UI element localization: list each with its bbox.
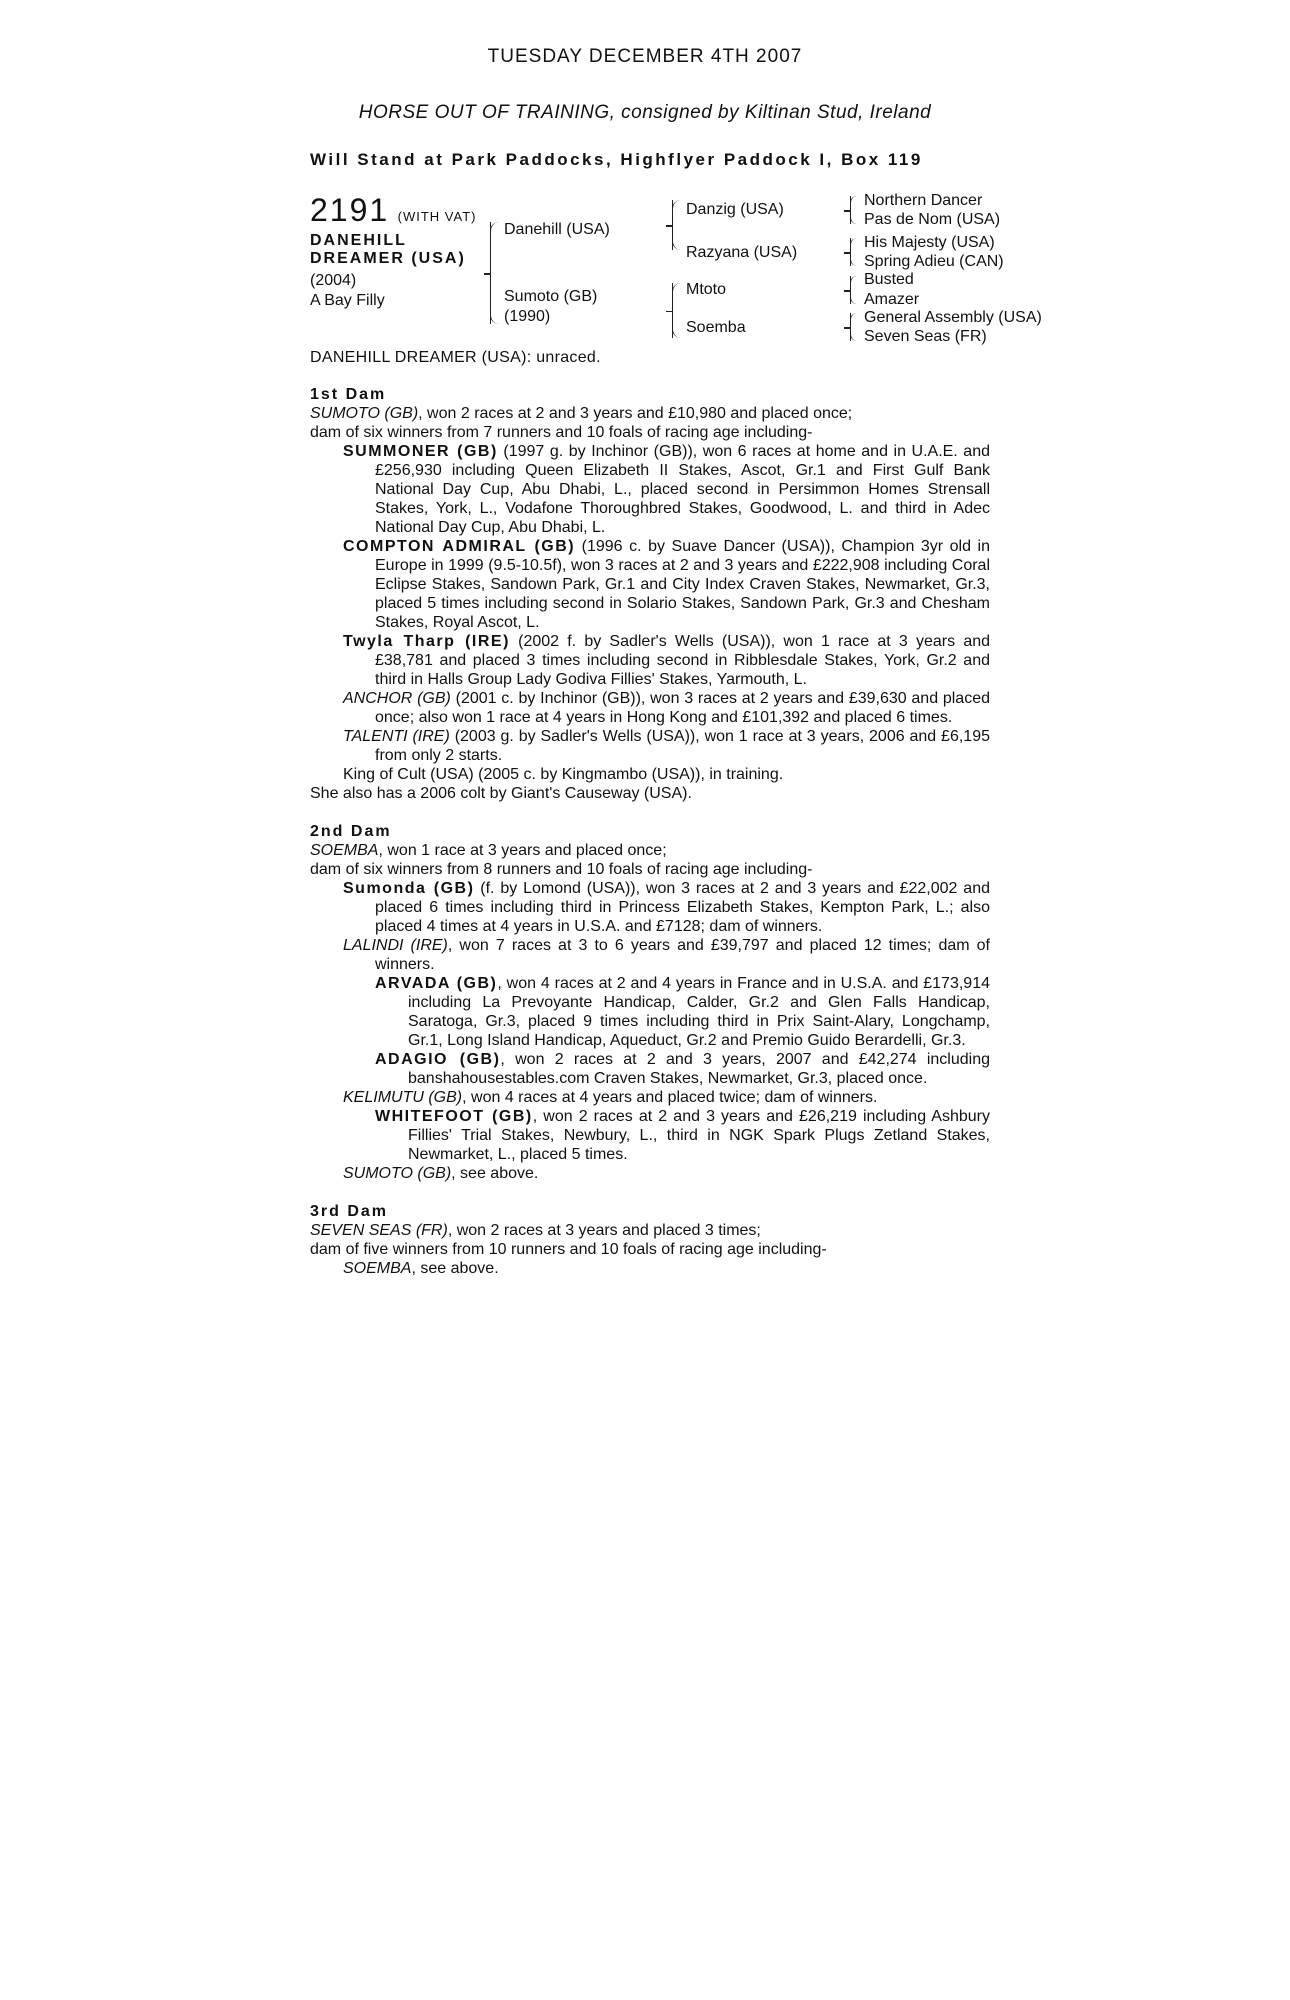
pedigree-sire-sire: Danzig (USA) [686,201,784,218]
pedigree-dam-year: (1990) [504,308,551,325]
produce-name: ANCHOR (GB) [343,690,451,707]
produce-entry-talenti [310,727,990,765]
produce-name: Sumonda (GB) [343,880,475,897]
produce-record [310,385,990,1278]
produce-text: (2003 g. by Sadler's Wells (USA)), won 1 race at 3 years, 2006 and £6,195 from only 2 starts. [375,728,990,764]
produce-name: ARVADA (GB) [375,975,498,992]
pedigree-dam-sire: Mtoto [686,281,727,298]
produce-entry-arvada [310,974,990,1050]
first-dam-heading: 1st Dam [310,386,387,403]
pedigree-brace-g1-mid [850,196,851,224]
produce-name: Twyla Tharp (IRE) [343,633,510,650]
produce-entry-summoner [310,442,990,537]
third-dam-record: , won 2 races at 3 years and placed 3 times; [447,1222,761,1239]
produce-text: , won 4 races at 2 and 4 years in France and in U.S.A. and £173,914 including La Prevoyante Handicap, Calder, Gr.2 and Glen Falls Handicap, Saratoga, Gr.3, placed 9 times including third in Prix Saint-Alary, Longchamp, Gr.1, Long Island Handicap, Aqueduct, Gr.2 and Premio Guido Berardelli, Gr.3. [408,975,990,1049]
produce-entry-whitefoot [310,1107,990,1164]
produce-text: , won 2 races at 2 and 3 years, 2007 and £42,274 including banshahousestables.com Craven Stakes, Newmarket, Gr.3, placed once. [408,1051,990,1087]
third-dam-heading: 3rd Dam [310,1203,389,1220]
pedigree-g1: Northern Dancer [864,192,983,209]
pedigree-brace-g4-mid [850,313,851,341]
consignment-line: HORSE OUT OF TRAINING, consigned by Kiltinan Stud, Ireland [358,102,932,123]
first-dam-name: SUMOTO (GB) [310,405,419,422]
second-dam-name: SOEMBA [310,842,379,859]
horse-name: DANEHILL DREAMER (USA) [310,232,466,267]
produce-entry-sumoto-ref [310,1164,990,1183]
pedigree-sire-dam: Razyana (USA) [686,244,798,261]
produce-name: ADAGIO (GB) [375,1051,501,1068]
lot-number: 2191 [310,192,390,228]
produce-entry-lalindi [310,936,990,974]
pedigree-brace-g3-mid [850,276,851,304]
produce-entry-twyla-tharp [310,632,990,689]
pedigree-brace-g2 [850,238,857,266]
third-dam-line [310,1221,990,1240]
pedigree-brace-g2-mid [850,238,851,266]
produce-name: COMPTON ADMIRAL (GB) [343,538,576,555]
produce-text: (2001 c. by Inchinor (GB)), won 3 races at 2 years and £39,630 and placed once; also won 1 race at 4 years in Hong Kong and £101,392 and placed 6 times. [375,690,991,726]
stand-location: Will Stand at Park Paddocks, Highflyer Paddock I, Box 119 [310,150,923,169]
pedigree-brace-dam [672,283,681,338]
pedigree-dam: Sumoto (GB) [504,288,598,305]
produce-text: , see above. [411,1260,499,1277]
lot-block [310,192,476,229]
produce-text: , won 2 races at 2 and 3 years and £26,219 including Ashbury Fillies' Trial Stakes, Newbury, L., third in NGK Spark Plugs Zetland Stakes, Newmarket, L., placed 5 times. [408,1108,991,1163]
pedigree-brace-dam-mid [672,283,673,338]
produce-text: (1997 g. by Inchinor (GB)), won 6 races at home and in U.A.E. and £256,930 including Queen Elizabeth II Stakes, Ascot, Gr.1 and First Gulf Bank National Day Cup, Abu Dhabi, L., placed second in Persimmon Homes Strensall Stakes, York, L., Vodafone Thoroughbred Stakes, Goodwood, L. and third in Adec National Day Cup, Abu Dhabi, L. [375,443,991,536]
produce-text: (1996 c. by Suave Dancer (USA)), Champion 3yr old in Europe in 1999 (9.5-10.5f), won 3 races at 2 and 3 years and £222,908 including Coral Eclipse Stakes, Sandown Park, Gr.1 and City Index Craven Stakes, Newmarket, Gr.3, placed 5 times including second in Solario Stakes, Sandown Park, Gr.3 and Chesham Stakes, Royal Ascot, L. [375,538,990,631]
produce-name: LALINDI (IRE) [343,937,448,954]
produce-entry-soemba-ref [310,1259,990,1278]
pedigree-brace-parents [490,222,499,324]
produce-text: (2002 f. by Sadler's Wells (USA)), won 1 race at 3 years and £38,781 and placed 3 times including second in Ribblesdale Stakes, York, Gr.2 and third in Halls Group Lady Godiva Fillies' Stakes, Yarmouth, L. [375,633,991,688]
pedigree-g5: Busted [864,271,914,288]
pedigree-g2: Pas de Nom (USA) [864,211,1001,228]
produce-entry-adagio [310,1050,990,1088]
produce-name: WHITEFOOT (GB) [375,1108,533,1125]
horse-year: (2004) [310,272,357,289]
second-dam-heading: 2nd Dam [310,823,392,840]
produce-text: , won 4 races at 4 years and placed twice; dam of winners. [462,1089,878,1106]
pedigree-g4: Spring Adieu (CAN) [864,253,1004,270]
produce-entry-compton-admiral [310,537,990,632]
produce-text: , see above. [451,1165,539,1182]
third-dam-produce-summary: dam of five winners from 10 runners and 10 foals of racing age including- [310,1241,827,1258]
produce-name: SUMOTO (GB) [343,1165,452,1182]
pedigree-brace-g4 [850,313,857,341]
pedigree-brace-sire [672,200,681,250]
first-dam-record: , won 2 races at 2 and 3 years and £10,980 and placed once; [418,405,853,422]
produce-entry-kelimutu [310,1088,990,1107]
pedigree-g3: His Majesty (USA) [864,234,995,251]
pedigree-dam-dam: Soemba [686,319,746,336]
second-dam-record: , won 1 race at 3 years and placed once; [378,842,667,859]
pedigree-brace-g3 [850,276,857,304]
produce-entry-king-of-cult: King of Cult (USA) (2005 c. by Kingmambo (USA)), in training. [343,766,784,783]
first-dam-produce-summary: dam of six winners from 7 runners and 10 foals of racing age including- [310,424,813,441]
produce-entry-2006-colt: She also has a 2006 colt by Giant's Causeway (USA). [310,785,692,802]
pedigree-brace-sire-mid [672,200,673,250]
second-dam-produce-summary: dam of six winners from 8 runners and 10 foals of racing age including- [310,861,813,878]
third-dam-name: SEVEN SEAS (FR) [310,1222,448,1239]
first-dam-line [310,404,990,423]
pedigree-brace-parents-mid [490,222,491,324]
produce-name: KELIMUTU (GB) [343,1089,463,1106]
produce-name: SUMMONER (GB) [343,443,498,460]
produce-entry-sumonda [310,879,990,936]
horse-description: A Bay Filly [310,292,385,309]
produce-entry-anchor [310,689,990,727]
produce-text: , won 7 races at 3 to 6 years and £39,797 and placed 12 times; dam of winners. [375,937,990,973]
pedigree-g8: Seven Seas (FR) [864,328,987,345]
pedigree-g6: Amazer [864,291,920,308]
produce-name: TALENTI (IRE) [343,728,450,745]
second-dam-line [310,841,990,860]
produce-text: (f. by Lomond (USA)), won 3 races at 2 and 3 years and £22,002 and placed 6 times including third in Princess Elizabeth Stakes, Kempton Park, L.; also placed 4 times at 4 years in U.S.A. and £7128; dam of winners. [375,880,990,935]
pedigree-g7: General Assembly (USA) [864,309,1042,326]
pedigree-brace-g1 [850,196,857,224]
produce-name: SOEMBA [343,1260,412,1277]
vat-note: (WITH VAT) [397,209,477,224]
race-record: DANEHILL DREAMER (USA): unraced. [310,349,601,366]
pedigree-sire: Danehill (USA) [504,221,610,238]
sale-date: TUESDAY DECEMBER 4TH 2007 [487,46,803,67]
